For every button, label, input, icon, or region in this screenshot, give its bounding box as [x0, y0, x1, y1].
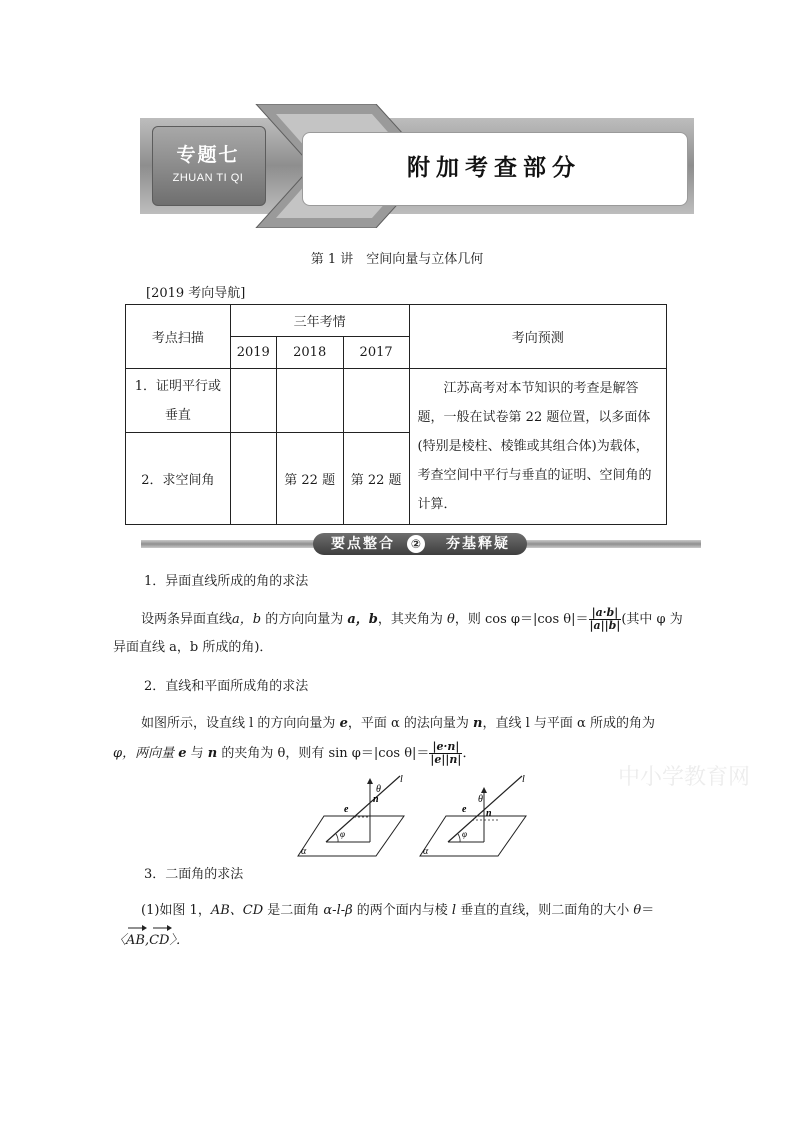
label-n: n	[373, 794, 379, 805]
exam-guide-table	[125, 304, 667, 525]
header-years: 三年考情	[230, 305, 409, 337]
chapter-title: 附加考查部分	[407, 155, 581, 181]
section-bar-left-text: 要点整合	[331, 536, 395, 552]
paragraph-3: (1)如图 1，AB、CD 是二面角 α-l-β 的两个面内与棱 l 垂直的直线，则二面角的大小 θ＝ 〈AB,CD〉．	[113, 903, 655, 948]
watermark: 中小学教育网	[618, 765, 751, 790]
cell-2019	[230, 369, 276, 433]
cell-2018	[276, 369, 343, 433]
topic-cell: 1．证明平行或垂直	[126, 369, 231, 433]
prediction-cell: 江苏高考对本节知识的考查是解答题，一般在试卷第 22 题位置，以多面体(特别是棱柱、棱锥或其组合体)为载体，考查空间中平行与垂直的证明、空间角的计算．	[409, 369, 666, 525]
cell-2018: 第 22 题	[276, 433, 343, 525]
section-bar	[141, 533, 701, 555]
vector-arrows-icon	[124, 924, 178, 932]
topic-cell: 2．求空间角	[126, 433, 231, 525]
label-theta: θ	[376, 784, 381, 795]
cell-2019	[230, 433, 276, 525]
chapter-banner	[140, 104, 694, 228]
heading-3: 3．二面角的求法	[144, 867, 244, 882]
figure-line-plane-2	[418, 770, 530, 860]
fraction: $\frac{|a\cdot b|}{|a||b|}$	[589, 606, 621, 632]
figure-line-plane-1	[296, 770, 408, 860]
chapter-pinyin: ZHUAN TI QI	[172, 172, 244, 184]
paragraph-1: 设两条异面直线a，b 的方向向量为 a，b，其夹角为 θ，则 cos φ＝|cos θ|＝ $\frac{|a\cdot b|}{|a||b|}$ (其中 φ 为 异面直线 a，b 所成的角)．	[113, 606, 683, 655]
chapter-number: 专题七	[176, 144, 240, 166]
label-l: l	[522, 774, 525, 785]
label-theta: θ	[478, 794, 483, 805]
nav-label: [2019 考向导航]	[146, 286, 246, 301]
label-alpha: α	[423, 846, 429, 857]
header-predict: 考向预测	[409, 305, 666, 369]
label-l: l	[400, 774, 403, 785]
cell-2017: 第 22 题	[343, 433, 409, 525]
label-e: e	[462, 804, 467, 815]
label-alpha: α	[301, 846, 307, 857]
label-e: e	[344, 804, 349, 815]
paragraph-2: 如图所示，设直线 l 的方向向量为 e，平面 α 的法向量为 n，直线 l 与平面 α 所成的角为 φ，两向量 e 与 n 的夹角为 θ，则有 sin φ＝|cos θ|＝ $\frac{|e\cdot n|}{|e||n|}$ ．	[113, 716, 655, 766]
heading-2: 2．直线和平面所成角的求法	[144, 679, 309, 694]
lecture-title: 第 1 讲 空间向量与立体几何	[310, 252, 484, 267]
header-scan: 考点扫描	[126, 305, 231, 369]
section-number-icon: ②	[407, 535, 425, 553]
year-2017: 2017	[343, 337, 409, 369]
label-phi: φ	[340, 829, 345, 839]
fraction: $\frac{|e\cdot n|}{|e||n|}$	[430, 740, 462, 766]
heading-1: 1．异面直线所成的角的求法	[144, 574, 309, 589]
label-phi: φ	[462, 829, 467, 839]
cell-2017	[343, 369, 409, 433]
year-2018: 2018	[276, 337, 343, 369]
section-bar-right-text: 夯基释疑	[446, 536, 510, 552]
table-row	[126, 369, 667, 433]
label-n: n	[486, 808, 492, 819]
year-2019: 2019	[230, 337, 276, 369]
